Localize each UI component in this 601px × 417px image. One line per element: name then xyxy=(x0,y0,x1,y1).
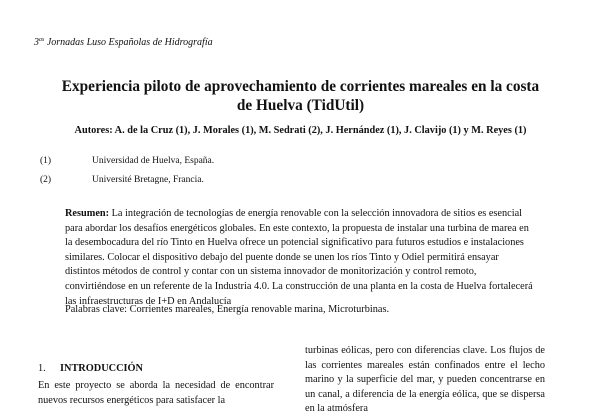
abstract xyxy=(65,207,535,309)
body-left-column: En este proyecto se aborda la necesidad de encontrar nuevos recursos energéticos para satisfacer la xyxy=(38,380,274,406)
authors-line: Autores: A. de la Cruz (1), J. Morales (1), M. Sedrati (2), J. Hernández (1), J. Clavijo (1) y M. Reyes (1) xyxy=(74,125,527,136)
keywords: Palabras clave: Corrientes mareales, Energía renovable marina, Microturbinas. xyxy=(65,304,390,315)
body-right-column: turbinas eólicas, pero con diferencias clave. Los flujos de las corrientes mareales están confinados entre el lecho marino y la superficie del mar, y pueden concentrarse en un canal, a diferencia de la energía eólica, que se dispersa en la atmósfera xyxy=(305,345,545,415)
affiliation-1: (1) Universidad de Huelva, España. xyxy=(40,156,215,166)
abstract-text: La integración de tecnologías de energía renovable con la selección innovadora de sitios es esencial para abordar los desafíos energéticos globales. En este contexto, la propuesta de instalar una turbina de marea en la desembocadura del río Tinto en Huelva ofrece un potencial significativo para futuros estudios e instalaciones similares. Colocar el dispositivo debajo del puente donde se unen los ríos Tinto y Odiel permitirá ensayar distintos métodos de control y contar con un sistema innovador de monitorización y control remoto, convirtiéndose en un referente de la Industria 4.0. La construcción de una planta en la costa de Huelva fortalecerá las infraestructuras de I+D en Andalucía xyxy=(65,208,533,307)
running-header: $3^{as}$ Jornadas Luso Españolas de Hidrografía xyxy=(34,37,213,48)
paper-title: Experiencia piloto de aprovechamiento de corrientes mareales en la costa de Huelva (TidUtil) xyxy=(61,78,540,114)
section-heading: 1. INTRODUCCIÓN xyxy=(38,363,143,374)
abstract-label: Resumen: xyxy=(65,208,110,219)
affiliation-2: (2) Université Bretagne, Francia. xyxy=(40,175,204,185)
